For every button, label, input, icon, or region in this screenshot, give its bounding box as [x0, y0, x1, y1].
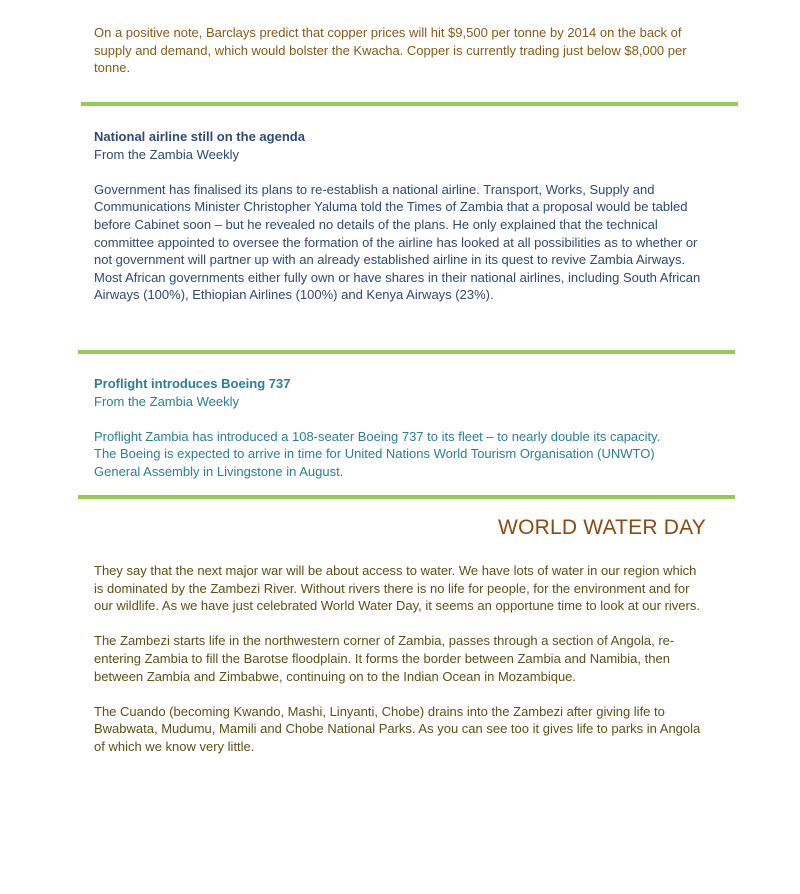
article-paragraph: They say that the next major war will be about access to water. We have lots of water in our region which is dominated by the Zambezi River. Without rivers there is no life for people, for the environment and for our wildlife. As we have just celebrated World Water Day, it seems an opportune time to look at our rivers.: [94, 563, 700, 614]
section-divider: [78, 350, 735, 354]
article-source: From the Zambia Weekly: [94, 393, 239, 409]
article-source: From the Zambia Weekly: [94, 146, 239, 162]
proflight-article: [94, 375, 669, 481]
airline-article: [94, 128, 706, 304]
article-paragraph: The Cuando (becoming Kwando, Mashi, Linyanti, Chobe) drains into the Zambezi after giving life to Bwabwata, Mudumu, Mamili and Chobe National Parks. As you can see too it gives life to parks in Angola of which we know very little.: [94, 703, 701, 754]
article-paragraph: Most African governments either fully own or have shares in their national airlines, including South African Airways (100%), Ethiopian Airlines (100%) and Kenya Airways (23%).: [94, 269, 701, 303]
section-divider: [78, 495, 735, 499]
article-paragraph: The Zambezi starts life in the northwestern corner of Zambia, passes through a section of Angola, re-entering Zambia to fill the Barotse floodplain. It forms the border between Zambia and Namibia, then between Zambia and Zimbabwe, continuing on to the Indian Ocean in Mozambique.: [94, 633, 675, 684]
article-paragraph: Proflight Zambia has introduced a 108-seater Boeing 737 to its fleet – to nearly double its capacity. The Boeing is expected to arrive in time for United Nations World Tourism Organisation (UNWTO) General Assembly in Livingstone in August.: [94, 428, 661, 479]
water-day-article: [94, 562, 709, 756]
copper-price-paragraph: On a positive note, Barclays predict that copper prices will hit $9,500 per tonne by 2014 on the back of supply and demand, which would bolster the Kwacha. Copper is currently trading just below $8,000 per tonne.: [94, 25, 687, 76]
article-title: National airline still on the agenda: [94, 129, 305, 144]
section-divider: [81, 102, 738, 106]
section-title: WORLD WATER DAY: [498, 516, 706, 539]
article-paragraph: Government has finalised its plans to re-establish a national airline. Transport, Works, Supply and Communications Minister Christopher Yaluma told the Times of Zambia that a proposal would be tabled before Cabinet soon – but he revealed no details of the plans. He only explained that the technical committee appointed to oversee the formation of the airline has looked at all possibilities as to whether or not government will partner up with an already established airline in its quest to revive Zambia Airways.: [94, 181, 698, 268]
article-title: Proflight introduces Boeing 737: [94, 376, 291, 391]
